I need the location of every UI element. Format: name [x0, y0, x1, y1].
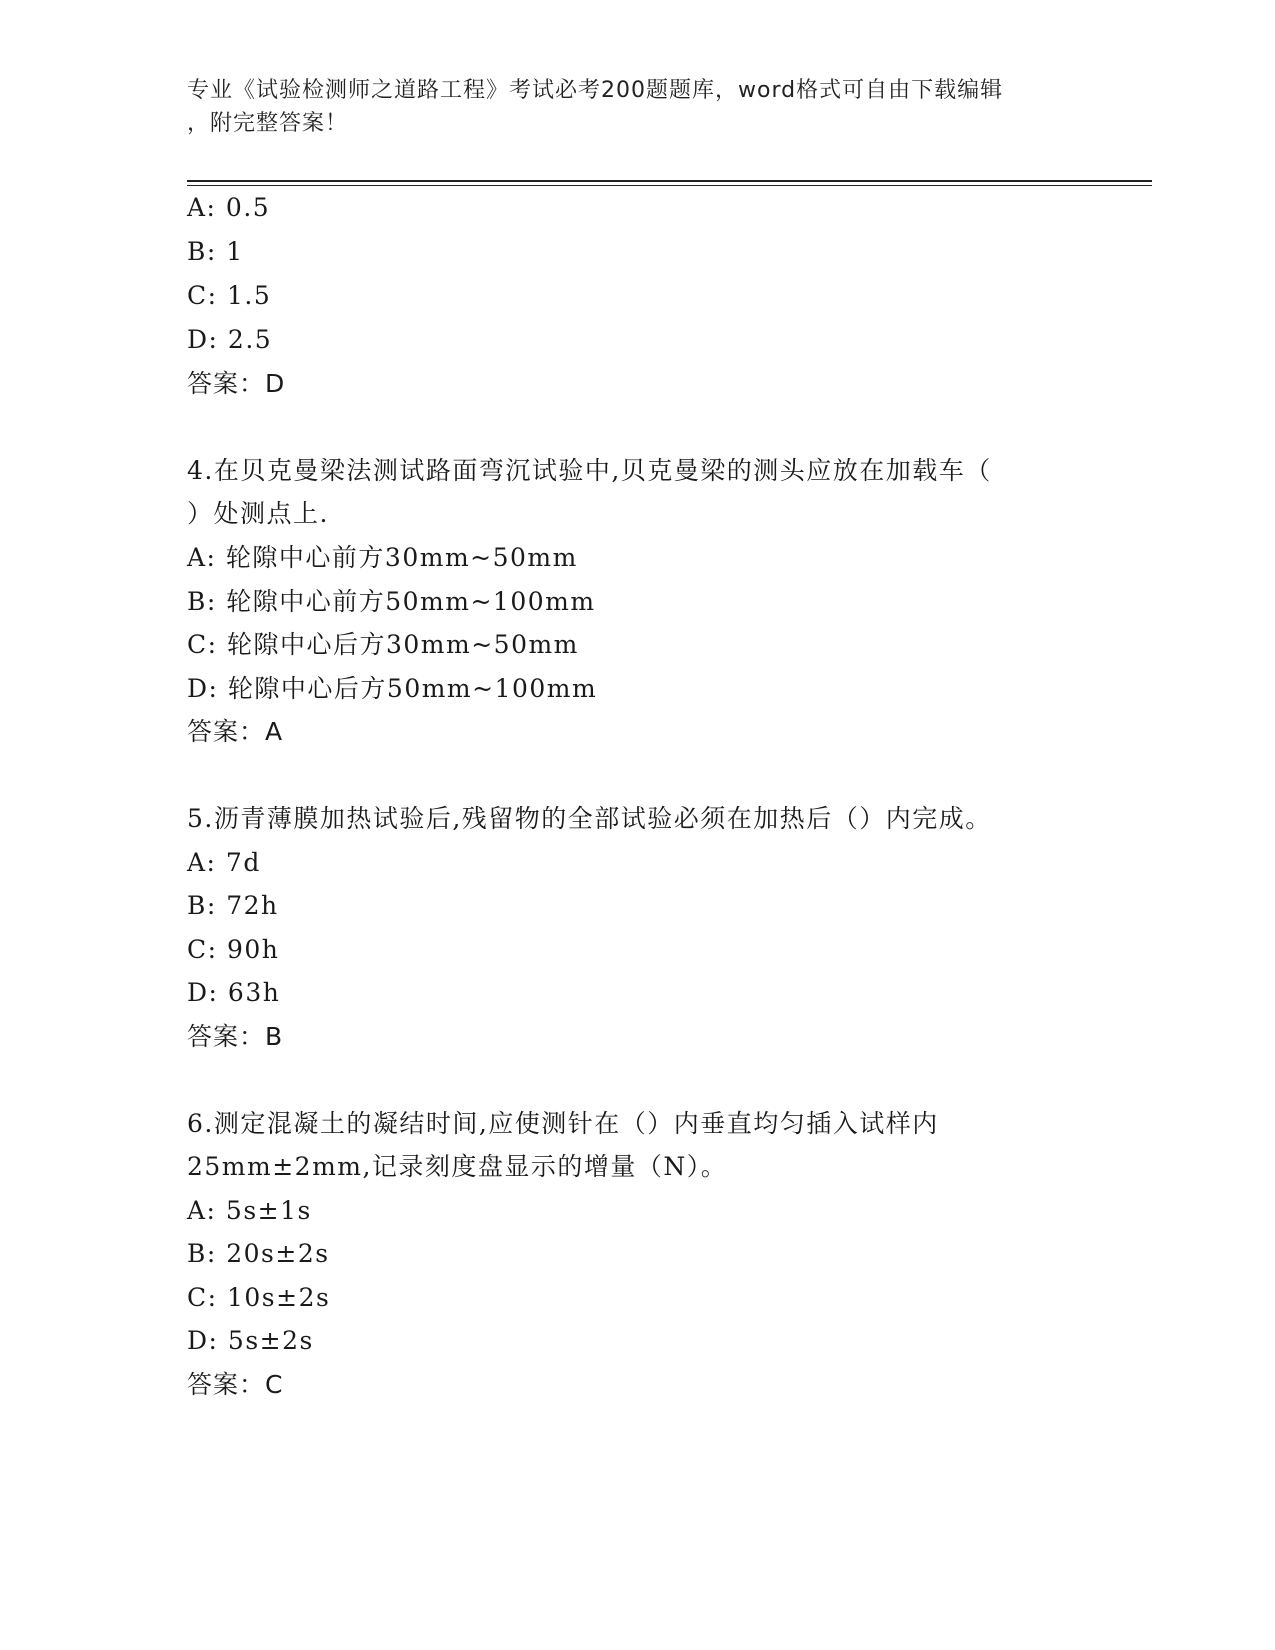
q4-option-a: A: 轮隙中心前方30mm~50mm — [187, 543, 578, 572]
header-line-1: 专业《试验检测师之道路工程》考试必考200题题库，word格式可自由下载编辑 — [187, 78, 1004, 103]
q3-answer: 答案：D — [187, 369, 286, 398]
q3-option-b: B: 1 — [187, 237, 244, 266]
q5-option-a: A: 7d — [187, 848, 261, 877]
q4-option-d: D: 轮隙中心后方50mm~100mm — [187, 674, 598, 703]
q5-option-c: C: 90h — [187, 935, 280, 964]
q6-stem-line-1: 6.测定混凝土的凝结时间,应使测针在（）内垂直均匀插入试样内 — [187, 1109, 939, 1138]
q4-stem-line-2: ）处测点上. — [187, 499, 329, 528]
q3-option-c: C: 1.5 — [187, 281, 272, 310]
q4-option-c: C: 轮隙中心后方30mm~50mm — [187, 630, 579, 659]
q3-option-a: A: 0.5 — [187, 193, 271, 222]
q4-answer: 答案：A — [187, 717, 284, 746]
q5-answer: 答案：B — [187, 1022, 284, 1051]
q4-stem-line-1: 4.在贝克曼梁法测试路面弯沉试验中,贝克曼梁的测头应放在加载车（ — [187, 456, 992, 485]
q6-option-a: A: 5s±1s — [187, 1196, 312, 1225]
q5-option-d: D: 63h — [187, 978, 281, 1007]
q5-stem-line-1: 5.沥青薄膜加热试验后,残留物的全部试验必须在加热后（）内完成。 — [187, 804, 992, 833]
header-rule-bottom — [187, 185, 1152, 186]
q6-option-c: C: 10s±2s — [187, 1283, 331, 1312]
document-header — [187, 74, 1087, 140]
q4-option-b: B: 轮隙中心前方50mm~100mm — [187, 587, 596, 616]
q6-option-d: D: 5s±2s — [187, 1326, 314, 1355]
header-line-2: ，附完整答案！ — [187, 111, 349, 136]
q6-stem-line-2: 25mm±2mm,记录刻度盘显示的增量（N）。 — [187, 1152, 728, 1181]
header-rule-top — [187, 180, 1152, 182]
q6-option-b: B: 20s±2s — [187, 1239, 330, 1268]
q3-option-d: D: 2.5 — [187, 325, 273, 354]
q5-option-b: B: 72h — [187, 891, 279, 920]
q6-answer: 答案：C — [187, 1370, 284, 1399]
